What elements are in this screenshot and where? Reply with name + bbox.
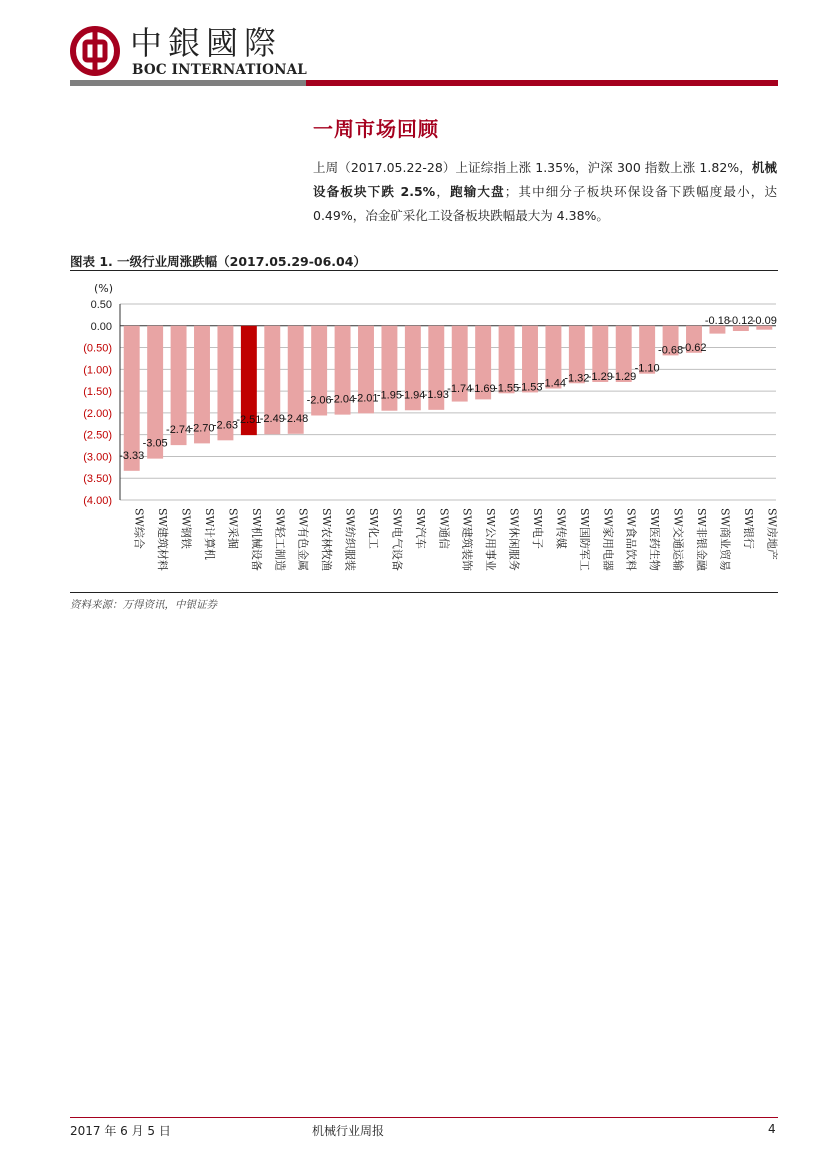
- data-label: -2.06: [306, 394, 332, 407]
- x-tick-label: SW建筑材料: [156, 508, 170, 571]
- y-tick-label: (0.50): [83, 342, 112, 355]
- data-label: -1.10: [634, 362, 660, 375]
- y-tick-label: 0.00: [90, 320, 112, 333]
- footer-date: 2017 年 6 月 5 日: [70, 1124, 171, 1138]
- x-tick-label: SW化工: [367, 508, 380, 549]
- x-tick-label: SW电气设备: [390, 508, 404, 571]
- x-tick-label: SW交通运输: [671, 508, 685, 571]
- data-label: -2.74: [166, 424, 192, 437]
- x-tick-label: SW轻工制造: [273, 508, 287, 571]
- data-label: -2.51: [236, 414, 262, 427]
- data-label: -1.69: [470, 382, 496, 395]
- section-title: 一周市场回顾: [313, 117, 439, 141]
- x-tick-label: SW纺织服装: [343, 508, 357, 571]
- bar: [709, 326, 725, 334]
- x-tick-label: SW医药生物: [648, 508, 662, 571]
- y-tick-label: (3.00): [83, 451, 112, 464]
- header-bar-grey: [70, 80, 306, 86]
- intro-text-3: ；其中细分子板块环保设备下跌幅度最小，达 0.49%，冶金矿采化工设备板块跌幅最大为 4.38%。: [313, 184, 777, 223]
- x-tick-label: SW农林牧渔: [320, 508, 334, 571]
- footer-rule: [70, 1117, 778, 1118]
- industry-weekly-change-chart: [70, 272, 778, 590]
- brand-name-en: BOC INTERNATIONAL: [132, 62, 307, 78]
- data-label: -1.94: [400, 389, 426, 402]
- data-label: -0.12: [728, 314, 754, 327]
- data-label: -1.29: [587, 370, 613, 383]
- y-tick-label: (2.50): [83, 429, 112, 442]
- data-label: -0.18: [704, 314, 730, 327]
- data-label: -1.74: [447, 382, 473, 395]
- y-tick-label: (1.00): [83, 364, 112, 377]
- y-tick-label: (1.50): [83, 386, 112, 399]
- data-label: -1.93: [423, 388, 449, 401]
- chart-unit-label: (%): [94, 282, 114, 295]
- intro-emphasis-underperform: 跑输大盘: [450, 184, 505, 199]
- y-tick-label: 0.50: [90, 299, 112, 311]
- boc-logo-icon: [70, 26, 120, 76]
- data-label: -2.01: [353, 392, 379, 405]
- x-tick-label: SW公用事业: [484, 508, 498, 571]
- data-label: -2.63: [212, 419, 238, 432]
- figure-source: 资料来源：万得资讯，中银证券: [70, 599, 217, 611]
- data-label: -2.70: [189, 422, 215, 435]
- y-tick-label: (3.50): [83, 473, 112, 486]
- figure-bottom-rule: [70, 592, 778, 593]
- x-tick-label: SW计算机: [203, 508, 216, 560]
- y-tick-label: (4.00): [83, 495, 112, 507]
- x-tick-label: SW银行: [741, 508, 755, 549]
- header-bar-red: [306, 80, 778, 86]
- data-label: -2.04: [330, 393, 356, 406]
- data-label: -3.05: [142, 437, 168, 450]
- x-tick-label: SW机械设备: [249, 508, 263, 571]
- x-tick-label: SW国防军工: [577, 508, 591, 571]
- data-label: -1.29: [611, 370, 637, 383]
- x-tick-label: SW通信: [437, 508, 451, 549]
- data-label: -2.48: [283, 412, 309, 425]
- data-label: -3.33: [119, 449, 145, 462]
- intro-text-1: 上周（2017.05.22-28）上证综指上涨 1.35%，沪深 300 指数上涨 1.82%，: [313, 160, 752, 175]
- data-label: -0.68: [658, 344, 684, 357]
- x-tick-label: SW有色金属: [296, 508, 310, 571]
- data-label: -1.55: [494, 382, 520, 395]
- x-tick-label: SW采掘: [226, 508, 240, 549]
- x-tick-label: SW电子: [531, 508, 544, 549]
- footer-page-number: 4: [768, 1122, 776, 1136]
- x-tick-label: SW商业贸易: [718, 508, 732, 571]
- footer-report-title: 机械行业周报: [312, 1124, 385, 1138]
- x-tick-label: SW钢铁: [179, 508, 193, 549]
- data-label: -2.49: [259, 413, 285, 426]
- x-tick-label: SW非银金融: [695, 508, 708, 571]
- data-label: -1.32: [564, 372, 590, 385]
- intro-text-2: ，: [435, 184, 451, 199]
- x-tick-label: SW房地产: [765, 508, 778, 560]
- intro-emphasis-decline: 机械设备板块下跌 2.5%: [313, 160, 777, 199]
- x-tick-label: SW食品饮料: [624, 508, 638, 571]
- x-tick-label: SW综合: [132, 508, 146, 549]
- y-tick-label: (2.00): [83, 407, 112, 420]
- figure-title: 图表 1. 一级行业周涨跌幅（2017.05.29-06.04）: [70, 254, 366, 269]
- data-label: -1.44: [540, 377, 566, 390]
- x-tick-label: SW传媒: [554, 508, 568, 549]
- figure-top-rule: [70, 270, 778, 271]
- x-tick-label: SW汽车: [413, 508, 427, 549]
- boc-logo: [70, 24, 310, 84]
- data-label: -0.09: [751, 314, 777, 327]
- x-tick-label: SW建筑装饰: [460, 508, 474, 571]
- intro-paragraph: [313, 156, 777, 228]
- x-tick-label: SW休闲服务: [507, 508, 521, 571]
- data-label: -1.95: [376, 389, 402, 402]
- data-label: -0.62: [681, 341, 707, 354]
- data-label: -1.53: [517, 381, 543, 394]
- x-tick-label: SW家用电器: [601, 508, 615, 571]
- brand-name-cn: 中銀國際: [130, 24, 283, 62]
